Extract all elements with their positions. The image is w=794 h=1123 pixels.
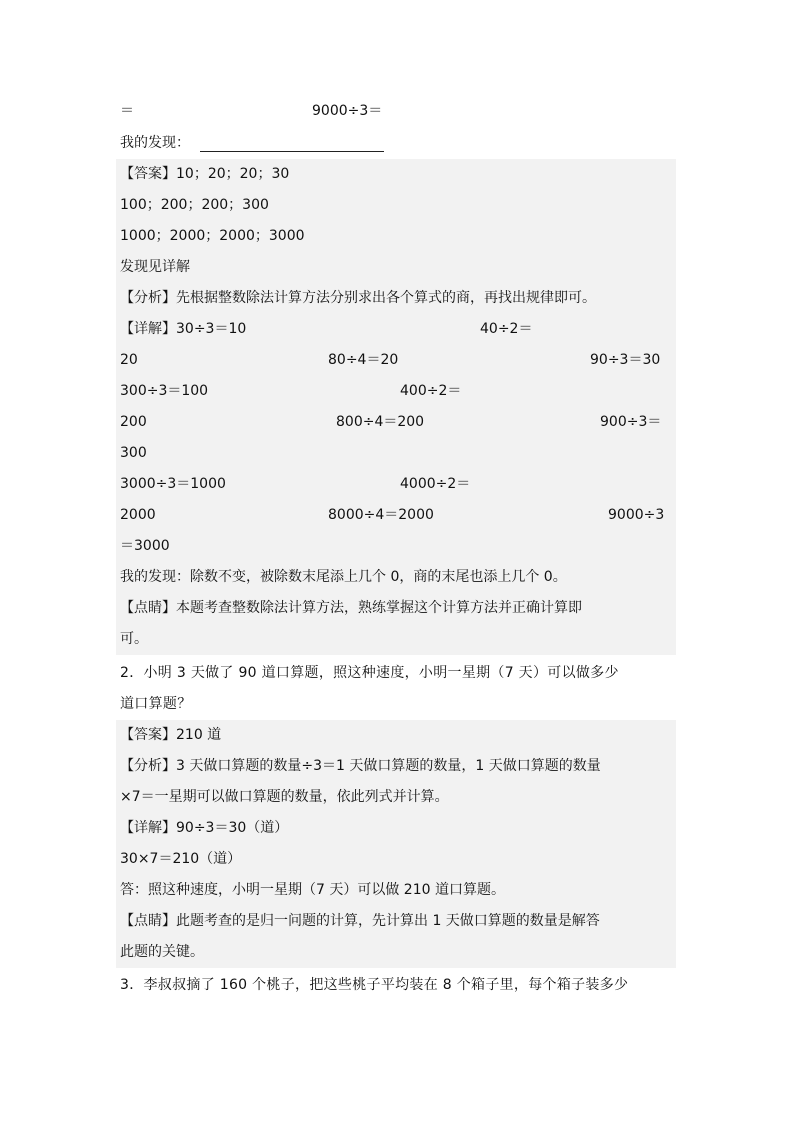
detail-text: 20 [120,352,138,368]
equation-9000-div-3: 9000÷3＝ [312,103,383,119]
detail-text: 30×7＝210（道） [120,851,242,867]
detail-text: 【详解】90÷3＝30（道） [120,820,289,836]
comment-text: 【点睛】本题考查整数除法计算方法，熟练掌握这个计算方法并正确计算即 [120,600,582,616]
detail-row-4 [116,407,676,438]
comment-line-1 [116,593,676,624]
detail-row-7 [116,500,676,531]
detail-text: 4000÷2＝ [400,476,471,492]
detail-text: 900÷3＝ [600,414,662,430]
answer-line-1 [116,159,676,190]
answer-text: 【答案】210 道 [120,727,222,743]
detail-text: ＝3000 [120,538,170,554]
detail-row-2 [116,345,676,376]
answer-blank-line [200,151,384,152]
analysis-text: ×7＝一星期可以做口算题的数量，依此列式并计算。 [120,789,449,805]
detail-text: 300 [120,445,147,461]
answer-line-4 [116,252,676,283]
detail-text: 90÷3＝30 [590,352,661,368]
comment-text: 此题的关键。 [120,944,204,960]
detail-text: 40÷2＝ [480,321,533,337]
comment2-line-2 [116,937,676,968]
detail-row-3 [116,376,676,407]
answer-text: 1000；2000；2000；3000 [120,228,305,244]
question-2-line-2 [116,689,676,720]
detail2-line-1 [116,813,676,844]
detail-text: 80÷4＝20 [328,352,399,368]
detail-text: 300÷3＝100 [120,383,209,399]
discovery-prompt [116,128,676,159]
answer-text: 100；200；200；300 [120,197,269,213]
detail-row-1 [116,314,676,345]
detail-text: 答：照这种速度，小明一星期（7 天）可以做 210 道口算题。 [120,882,505,898]
answer-text: 【答案】10；20；20；30 [120,166,290,182]
question-2-line-1 [116,658,676,689]
detail-row-8 [116,531,676,562]
detail2-line-3 [116,875,676,906]
detail-row-5 [116,438,676,469]
equation-row [116,96,676,127]
detail-text: 2000 [120,507,156,523]
discovery-label: 我的发现： [120,135,190,151]
detail-text: 3000÷3＝1000 [120,476,226,492]
detail-row-6 [116,469,676,500]
finding-line [116,562,676,593]
comment-line-2 [116,624,676,655]
comment-text: 【点睛】此题考查的是归一问题的计算，先计算出 1 天做口算题的数量是解答 [120,913,600,929]
comment2-line-1 [116,906,676,937]
question-text: 3．李叔叔摘了 160 个桃子，把这些桃子平均装在 8 个箱子里，每个箱子装多少 [120,977,629,993]
detail-text: 8000÷4＝2000 [328,507,434,523]
analysis-text: 【分析】先根据整数除法计算方法分别求出各个算式的商，再找出规律即可。 [120,290,596,306]
detail-text: 【详解】30÷3＝10 [120,321,247,337]
answer-line-3 [116,221,676,252]
analysis-line [116,283,676,314]
answer-line-2 [116,190,676,221]
question-text: 道口算题？ [120,696,192,712]
analysis2-line-1 [116,751,676,782]
question-3-line-1 [116,970,676,1001]
detail2-line-2 [116,844,676,875]
finding-text: 我的发现：除数不变，被除数末尾添上几个 0，商的末尾也添上几个 0。 [120,569,567,585]
analysis2-line-2 [116,782,676,813]
comment-text: 可。 [120,631,148,647]
detail-text: 9000÷3 [608,507,665,523]
equals-sign: ＝ [120,103,134,119]
question-text: 2．小明 3 天做了 90 道口算题，照这种速度，小明一星期（7 天）可以做多少 [120,665,619,681]
detail-text: 800÷4＝200 [336,414,425,430]
answer-text: 发现见详解 [120,259,190,275]
answer2-line [116,720,676,751]
detail-text: 200 [120,414,147,430]
analysis-text: 【分析】3 天做口算题的数量÷3＝1 天做口算题的数量，1 天做口算题的数量 [120,758,601,774]
detail-text: 400÷2＝ [400,383,462,399]
